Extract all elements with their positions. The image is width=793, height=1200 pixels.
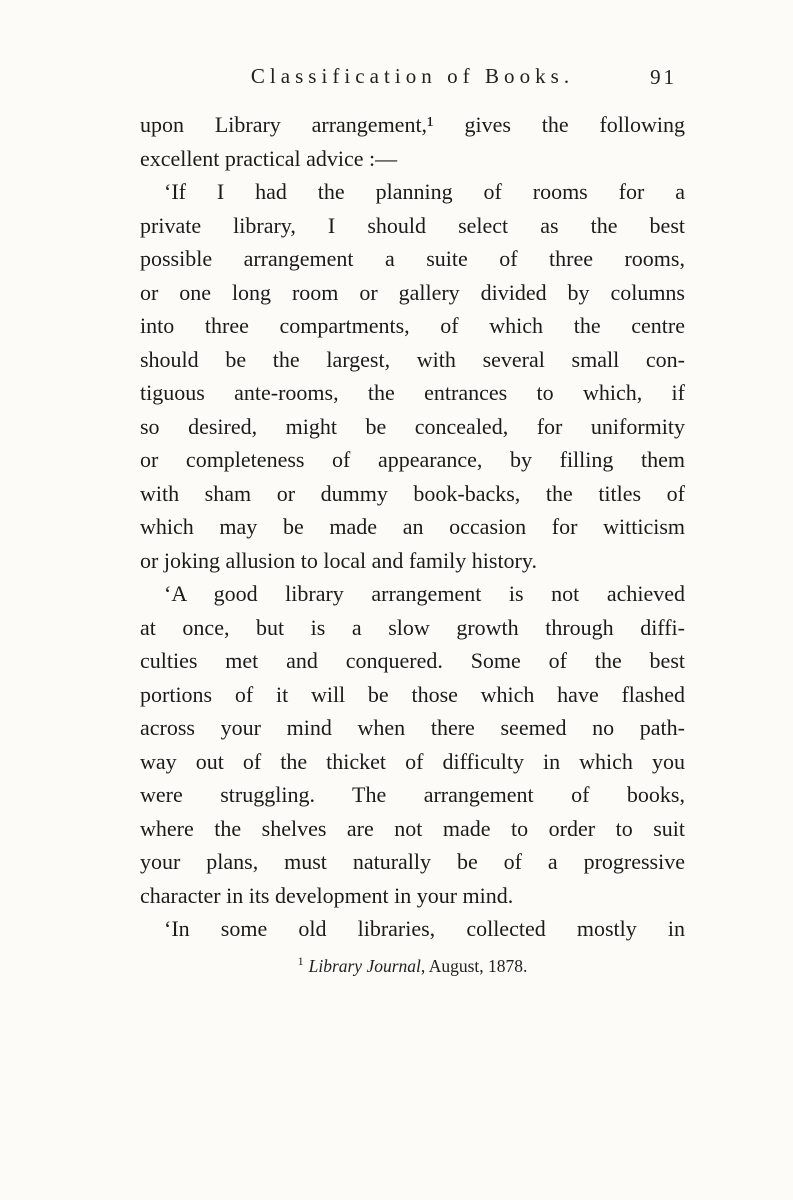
text-line: culties met and conquered. Some of the best [140, 648, 685, 673]
text-line: which may be made an occasion for witticism [140, 514, 685, 539]
text-line: portions of it will be those which have flashed [140, 681, 685, 707]
text-line: into three compartments, of which the centre [140, 313, 685, 338]
text-line: or joking allusion to local and family history. [140, 547, 537, 573]
paragraph [140, 108, 685, 175]
text-line: tiguous ante-rooms, the entrances to which, if [140, 380, 685, 405]
footnote-marker: 1 [297, 954, 304, 968]
footnote-citation-rest: , August, 1878. [420, 955, 528, 976]
text-line: your plans, must naturally be of a progressive [140, 849, 685, 874]
text-line: way out of the thicket of difficulty in which you [140, 748, 685, 774]
text-line: ‘If I had the planning of rooms for a [164, 179, 685, 204]
footnote [140, 954, 685, 977]
text-line: possible arrangement a suite of three rooms, [140, 246, 685, 271]
text-line: across your mind when there seemed no path- [140, 715, 685, 740]
text-line: should be the largest, with several small con- [140, 346, 685, 372]
paragraph [140, 912, 685, 946]
page-number: 91 [650, 65, 677, 89]
text-line: or one long room or gallery divided by columns [140, 279, 685, 305]
page-header [140, 64, 685, 96]
text-line: where the shelves are not made to order to suit [140, 815, 685, 841]
footnote-work-title: Library Journal [308, 955, 421, 976]
paragraph [140, 577, 685, 912]
text-line: private library, I should select as the best [140, 212, 685, 238]
text-line: with sham or dummy book-backs, the titles of [140, 480, 685, 506]
text-line: or completeness of appearance, by filling them [140, 447, 685, 472]
text-line: character in its development in your mind. [140, 882, 514, 908]
running-title: Classification of Books. [250, 64, 575, 88]
text-line: at once, but is a slow growth through diffi- [140, 614, 685, 640]
text-line: ‘In some old libraries, collected mostly in [164, 916, 685, 941]
text-line: so desired, might be concealed, for uniformity [140, 413, 685, 439]
text-line: ‘A good library arrangement is not achieved [164, 581, 685, 606]
paragraph [140, 175, 685, 577]
text-line: excellent practical advice :— [140, 145, 398, 171]
text-line: upon Library arrangement,¹ gives the following [140, 112, 685, 137]
text-line: were struggling. The arrangement of books, [140, 782, 685, 807]
text-block [140, 108, 685, 946]
